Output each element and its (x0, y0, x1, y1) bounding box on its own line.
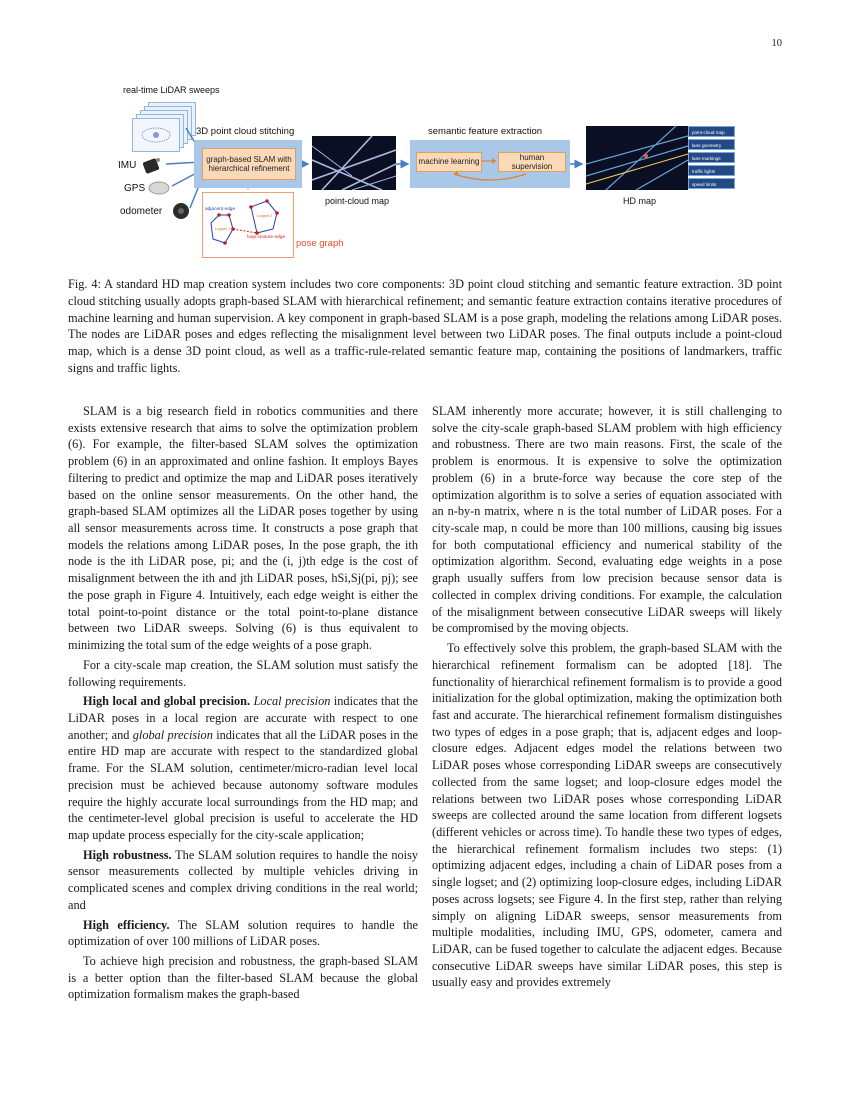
left-column (68, 403, 418, 1006)
heading-precision: High local and global precision. (83, 694, 251, 709)
hd-map-legend (688, 126, 736, 192)
human-supervision-box: human supervision (498, 152, 566, 172)
paragraph: For a city-scale map creation, the SLAM solution must satisfy the following requirements. (68, 657, 418, 689)
emphasis-global-precision: global precision (132, 727, 213, 742)
figure-hd-map-pipeline (68, 80, 782, 260)
paragraph: SLAM is a big research field in robotics communities and there exists extensive research that aims to solve the optimization problem (6). For example, the filter-based SLAM solves the optimization problem (6) in an approximated and online fashion. It employs Bayes filtering to predict and optimize the map and LiDAR poses iteratively based on the online sensor measurements. On the other hand, the graph-based SLAM optimizes all the LiDAR poses together by using all sensor measurements across time. It constructs a pose graph that models the relations among LiDAR poses, In the pose graph, the ith node is the ith LiDAR pose, pi; and the (i, j)th edge is the cost of misalignment between the ith and jth LiDAR poses, hSi,Sj(pi, pj); see the pose graph in Figure 4. Intuitively, each edge weight is either the total point-to-point distance or the total point-to-plane distance between two LiDAR sweeps. Solving (6) is thus equivalent to minimizing the total sum of the edge weights of a pose graph. (68, 404, 418, 653)
label-logset-2: Logset 2 (257, 213, 273, 218)
pose-graph-diagram (203, 193, 293, 257)
label-imu: IMU (118, 160, 137, 171)
label-semantic-feature-extraction: semantic feature extraction (428, 126, 543, 137)
figure-caption: Fig. 4: A standard HD map creation system includes two core components: 3D point cloud stitching and semantic feature extraction. 3D point cloud stitching usually adopts graph-based SLAM with hierarchical refinement; and semantic feature extraction contains iterative procedures of machine learning and human supervision. A key component in graph-based SLAM is a pose graph, modeling the relations among LiDAR poses. The nodes are LiDAR poses and edges reflecting the misalignment level between two LiDAR poses. The final outputs include a point-cloud map, which is a dense 3D point cloud, as well as a traffic-rule-related semantic feature map, containing the positions of landmarkers, traffic signs and traffic lights. (68, 277, 782, 375)
label-loop-closure-edge: loop-closure edge (247, 235, 286, 240)
slam-box: graph-based SLAM with hierarchical refinement (202, 148, 296, 180)
label-point-cloud-stitching: 3D point cloud stitching (196, 126, 295, 137)
heading-efficiency: High efficiency. (83, 917, 170, 932)
paragraph-robustness: High robustness. The SLAM solution requires to handle the noisy sensor measurements collected by multiple vehicles driving in complicated scenes and complex driving conditions in the real world; and (68, 847, 418, 912)
emphasis-local-precision: Local precision (253, 694, 331, 709)
legend-lane-geometry: lane geometry (688, 139, 735, 150)
paragraph: SLAM inherently more accurate; however, it is still challenging to solve the city-scale graph-based SLAM problem with high efficiency and robustness. There are two main reasons. First, the scale of the problem is enormous. It is expensive to solve the optimization problem (6) in a brute-force way because the core step of the optimization algorithm is to solve a series of equation associated with an n-by-n matrix, where n is the total number of LiDAR poses. For a city-scale map, n could be more than 100 millions, causing big issues for both computational efficiency and numerical stability of the optimization algorithm. Second, evaluating edge weights in a pose graph usually suffers from low precision because sensor data is collected in complex driving conditions. For example, the calculation of the misalignment between consecutive LiDAR sweeps will likely be compromised by the moving objects. (432, 404, 782, 636)
legend-point-cloud-map: point-cloud map (688, 126, 735, 137)
right-column (432, 403, 782, 994)
label-gps: GPS (124, 183, 146, 194)
point-cloud-map-image (312, 136, 396, 190)
paragraph: To effectively solve this problem, the graph-based SLAM with the hierarchical refinement formalism can be adopted [18]. The functionality of hierarchical refinement formalism is to provide a good initialization for the global optimization, making the optimization both fast and accurate. The hierarchical refinement formalism distinguishes two types of edges in a pose graph; that is, adjacent edges and loop-closure edges. Adjacent edges model the relations between two LiDAR poses whose corresponding LiDAR sweeps are consecutively collected from the same logset; and loop-closure edges model the relations between two LiDAR poses whose corresponding LiDAR sweeps are collected around the same location from different logsets (different vehicles or across time). To handle these two types of edges, the hierarchical refinement formalism includes two steps: (1) optimizing adjacent edges, including a chain of LiDAR poses from a single logset; and (2) optimizing loop-closure edges, including LiDAR poses across logsets; see Figure 4. In the first step, rather than relying simply on aligning LiDAR sweeps, sensor measurements from multiple modalities, including IMU, GPS, odometer, camera and LiDAR, can be fused together to calculate the adjacent edges. Because consecutive LiDAR sweeps have similar LiDAR poses, this step is usually easy and provides extremely (432, 641, 782, 990)
heading-robustness: High robustness. (83, 847, 172, 862)
paragraph-efficiency: High efficiency. The SLAM solution requires to handle the optimization of over 100 millions of LiDAR poses. (68, 917, 419, 949)
label-realtime-lidar-sweeps: real-time LiDAR sweeps (123, 85, 220, 95)
label-pose-graph: pose graph (296, 238, 344, 249)
label-logset-1: Logset 1 (215, 226, 231, 231)
label-odometer: odometer (120, 206, 163, 217)
label-adjacent-edge: adjacent edge (205, 207, 236, 212)
pose-graph-inset (202, 192, 294, 258)
page-number: 10 (771, 38, 782, 49)
legend-traffic-lights: traffic lights (688, 165, 735, 176)
paragraph-precision: High local and global precision. Local precision indicates that the LiDAR poses in a local region are accurate with respect to one another; and global precision indicates that all the LiDAR poses in the entire HD map are accurate with respect to the standardized global frame. For the SLAM solution, centimeter/micro-radian level local precision must be achieved because autonomy software modules require the highly accurate local surroundings from the HD map; and the centimeter-level global precision is useful to accelerate the HD map update process especially for the city-scale application; (68, 694, 418, 842)
iteration-arrows-icon (410, 140, 570, 188)
paragraph: To achieve high precision and robustness, the graph-based SLAM is a better option than the filter-based SLAM because the global optimization formalism makes the graph-based (68, 954, 418, 1002)
hd-map-image (586, 126, 688, 190)
legend-speed-limits: speed limits (688, 178, 735, 189)
label-point-cloud-map: point-cloud map (325, 196, 390, 206)
legend-lane-markings: lane markings (688, 152, 735, 163)
machine-learning-box: machine learning (416, 152, 482, 172)
label-hd-map: HD map (623, 196, 657, 206)
